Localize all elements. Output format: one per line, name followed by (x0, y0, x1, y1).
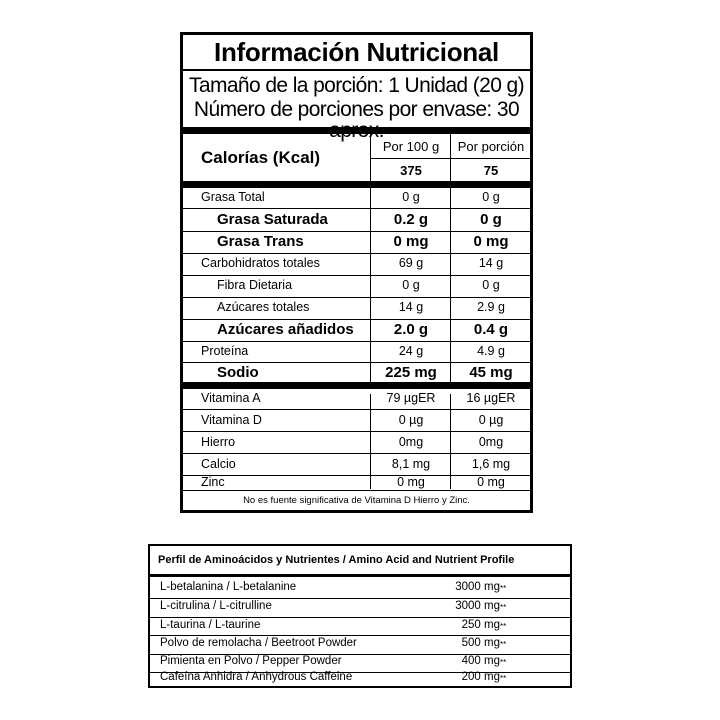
nutrient-label: Azúcares totales (217, 300, 310, 314)
nutrient-perserving: 0 µg (478, 413, 504, 427)
nutrient-per100: 8,1 mg (391, 457, 431, 471)
nutrient-label: Calcio (201, 457, 236, 471)
vitamins-rule (183, 382, 530, 389)
nutrient-per100: 225 mg (385, 364, 437, 381)
amino-name: Pimienta en Polvo / Pepper Powder (160, 655, 342, 667)
amino-name: Polvo de remolacha / Beetroot Powder (160, 637, 357, 649)
amino-amount: 400 mg (461, 655, 500, 667)
nutrient-label: Zinc (201, 475, 225, 489)
amino-marker: ** (500, 603, 507, 612)
amino-amount: 250 mg (461, 619, 500, 631)
nutrient-label: Azúcares añadidos (217, 321, 354, 338)
row-divider (183, 490, 530, 491)
footnote: No es fuente significativa de Vitamina D Hierro y Zinc. (243, 495, 470, 506)
amino-name: Cafeína Anhidra / Anhydrous Caffeine (160, 671, 353, 683)
nutrient-perserving: 1,6 mg (471, 457, 511, 471)
amino-marker: ** (500, 674, 507, 683)
servings-per-container: Número de porciones por envase: 30 (193, 98, 520, 121)
nutrient-label: Hierro (201, 435, 236, 449)
row-divider (183, 431, 530, 432)
amino-name: L-taurina / L-taurine (160, 619, 261, 631)
nutrient-per100: 2.0 g (393, 321, 429, 338)
col-header-rule (370, 158, 531, 159)
row-divider (183, 409, 530, 410)
nutrient-perserving: 45 mg (469, 364, 513, 381)
nutrient-per100: 14 g (398, 300, 424, 314)
nutrient-perserving: 0 g (480, 211, 502, 228)
amino-name: L-betalanina / L-betalanine (160, 581, 297, 593)
nutrient-label: Grasa Trans (217, 233, 304, 250)
nutrient-perserving: 0 g (482, 190, 500, 204)
nutrient-label: Sodio (217, 364, 259, 381)
nutrient-label: Proteína (201, 344, 249, 358)
amino-row-divider (150, 598, 570, 599)
nutrient-perserving: 0mg (478, 435, 504, 449)
nutrient-label: Grasa Saturada (217, 211, 328, 228)
nutrient-per100: 0 g (402, 190, 420, 204)
amino-marker: ** (500, 658, 507, 667)
serving-size: Tamaño de la porción: 1 Unidad (20 g) (188, 74, 525, 97)
nutrient-per100: 24 g (398, 344, 424, 358)
nutrient-per100: 0 mg (393, 233, 429, 250)
nutrient-perserving: 0 mg (477, 475, 505, 489)
nutrient-per100: 0mg (398, 435, 424, 449)
nutrient-perserving: 0 g (482, 278, 500, 292)
amino-marker: ** (500, 584, 507, 593)
nutrient-per100: 0 g (402, 278, 420, 292)
nutrition-title: Información Nutricional (214, 37, 499, 67)
nutrient-per100: 79 µgER (386, 391, 436, 405)
amino-profile-title: Perfil de Aminoácidos y Nutrientes / Amino Acid and Nutrient Profile (158, 554, 515, 566)
nutrient-label: Grasa Total (201, 190, 265, 204)
amino-name: L-citrulina / L-citrulline (160, 600, 272, 612)
calories-label: Calorías (Kcal) (201, 148, 321, 167)
amino-title-rule (150, 574, 570, 577)
amino-marker: ** (500, 622, 507, 631)
nutrient-label: Fibra Dietaria (217, 278, 293, 292)
row-divider (183, 319, 530, 320)
nutrient-per100: 0 mg (397, 475, 425, 489)
nutrient-per100: 69 g (398, 256, 424, 270)
nutrient-label: Carbohidratos totales (201, 256, 320, 270)
row-divider (183, 253, 530, 254)
amino-row-divider (150, 635, 570, 636)
col-header-perserving: Por porción (457, 139, 525, 154)
nutrient-perserving: 2.9 g (477, 300, 505, 314)
amino-amount: 200 mg (461, 671, 500, 683)
nutrient-label: Vitamina D (201, 413, 262, 427)
calories-perserving: 75 (483, 163, 499, 178)
calories-per100: 375 (400, 163, 422, 178)
nutrient-perserving: 4.9 g (477, 344, 505, 358)
row-divider (183, 453, 530, 454)
row-divider (183, 362, 530, 363)
amino-amount: 3000 mg (455, 581, 500, 593)
amino-amount: 500 mg (461, 637, 500, 649)
row-divider (183, 341, 530, 342)
row-divider (183, 275, 530, 276)
nutrient-per100: 0.2 g (393, 211, 429, 228)
nutrient-perserving: 16 µgER (466, 391, 516, 405)
nutrient-per100: 0 µg (398, 413, 424, 427)
nutrient-perserving: 0 mg (473, 233, 509, 250)
amino-marker: ** (500, 640, 507, 649)
title-rule (183, 69, 530, 71)
serving-rule (183, 127, 530, 134)
row-divider (183, 231, 530, 232)
nutrient-perserving: 0.4 g (473, 321, 509, 338)
row-divider (183, 208, 530, 209)
row-divider (183, 297, 530, 298)
nutrient-perserving: 14 g (478, 256, 504, 270)
nutrient-label: Vitamina A (201, 391, 261, 405)
amino-profile-panel (148, 544, 572, 688)
nutrition-facts-panel (180, 32, 533, 513)
calories-rule (183, 181, 530, 188)
col-header-per100: Por 100 g (382, 139, 440, 154)
amino-amount: 3000 mg (455, 600, 500, 612)
amino-row-divider (150, 617, 570, 618)
